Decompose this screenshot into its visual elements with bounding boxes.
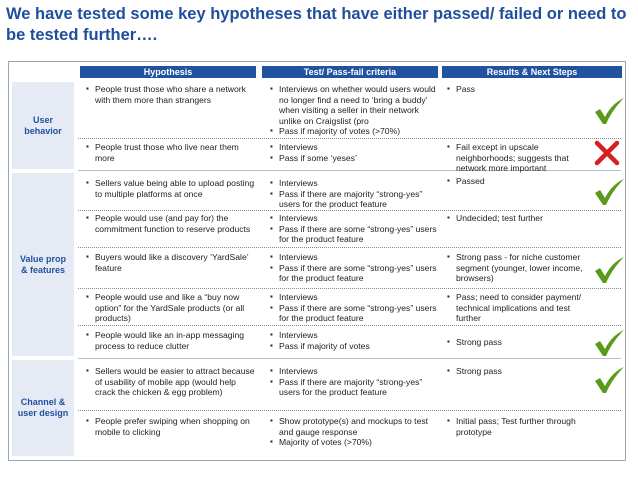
result-cell (447, 292, 587, 324)
result-text: ▪ Strong pass (447, 366, 587, 377)
criteria-item: ▪ Interviews on whether would users would no longer find a need to ‘bring a buddy’ when visiting a seller in their network unlike on Craigslist (pro (270, 84, 440, 126)
column-header-hypothesis: Hypothesis (80, 66, 256, 78)
criteria-item: ▪ Majority of votes (>70%) (270, 437, 440, 448)
row-separator (78, 288, 621, 289)
result-cell (447, 142, 587, 174)
criteria-item: ▪ Interviews (270, 366, 440, 377)
result-cell (447, 84, 587, 95)
check-icon (592, 178, 626, 206)
page-title: We have tested some key hypotheses that have either passed/ failed or need to be tested further…. (6, 5, 627, 44)
category-user-behavior: User behavior (12, 82, 74, 169)
category-value-prop: Value prop & features (12, 173, 74, 356)
table-row (86, 178, 258, 199)
row-separator (78, 247, 621, 248)
criteria-item: ▪ Show prototype(s) and mockups to test and gauge response (270, 416, 440, 437)
result-cell (447, 252, 587, 284)
result-text: ▪ Fail except in upscale neighborhoods; suggests that network more important (447, 142, 587, 174)
result-text: ▪ Pass; need to consider payment/ technical implications and test further (447, 292, 587, 324)
table-row (86, 142, 258, 163)
criteria-item: ▪ Pass if there are some “strong-yes” users for the product feature (270, 263, 440, 284)
check-icon (592, 329, 626, 357)
criteria-cell (270, 292, 440, 324)
hypothesis-text: ▪ Sellers value being able to upload posting to multiple platforms at once (86, 178, 258, 199)
check-icon (592, 366, 626, 394)
result-text: ▪ Pass (447, 84, 587, 95)
row-separator (78, 210, 621, 211)
table-row (86, 366, 258, 398)
cross-icon (594, 140, 620, 166)
criteria-item: ▪ Interviews (270, 292, 440, 303)
result-cell (447, 416, 587, 437)
hypothesis-text: ▪ People would use (and pay for) the commitment function to reserve products (86, 213, 258, 234)
table-row (86, 330, 258, 351)
category-channel: Channel & user design (12, 360, 74, 456)
criteria-cell (270, 366, 440, 398)
hypothesis-text: ▪ People would use and like a “buy now option” for the YardSale products (or all products) (86, 292, 258, 324)
table-row (86, 416, 258, 437)
criteria-cell (270, 213, 440, 245)
result-cell (447, 176, 587, 187)
criteria-item: ▪ Pass if there are some “strong-yes” users for the product feature (270, 224, 440, 245)
result-cell (447, 366, 587, 377)
row-separator (78, 138, 621, 139)
criteria-item: ▪ Pass if majority of votes (270, 341, 440, 352)
criteria-item: ▪ Pass if majority of votes (>70%) (270, 126, 440, 137)
table-row (86, 213, 258, 234)
criteria-cell (270, 178, 440, 210)
criteria-item: ▪ Pass if there are some “strong-yes” users for the product feature (270, 303, 440, 324)
check-icon (592, 97, 626, 125)
hypothesis-text: ▪ Sellers would be easier to attract because of usability of mobile app (would help crack the chicken & egg problem) (86, 366, 258, 398)
hypothesis-text: ▪ People would like an in-app messaging process to reduce clutter (86, 330, 258, 351)
hypothesis-text: ▪ People prefer swiping when shopping on mobile to clicking (86, 416, 258, 437)
column-header-results: Results & Next Steps (442, 66, 622, 78)
criteria-cell (270, 84, 440, 137)
table-row (86, 292, 258, 324)
hypothesis-text: ▪ People trust those who share a network with them more than strangers (86, 84, 258, 105)
result-text: ▪ Undecided; test further (447, 213, 587, 224)
criteria-item: ▪ Pass if there are majority “strong-yes” users for the product feature (270, 189, 440, 210)
hypothesis-text: ▪ Buyers would like a discovery ‘YardSale’ feature (86, 252, 258, 273)
criteria-item: ▪ Interviews (270, 142, 440, 153)
criteria-cell (270, 416, 440, 448)
result-cell (447, 337, 587, 348)
criteria-item: ▪ Pass if some ‘yeses’ (270, 153, 440, 164)
check-icon (592, 256, 626, 284)
criteria-cell (270, 252, 440, 284)
result-text: ▪ Initial pass; Test further through prototype (447, 416, 587, 437)
criteria-cell (270, 142, 440, 163)
criteria-cell (270, 330, 440, 351)
hypothesis-text: ▪ People trust those who live near them more (86, 142, 258, 163)
column-header-criteria: Test/ Pass-fail criteria (262, 66, 438, 78)
result-text: ▪ Strong pass (447, 337, 587, 348)
result-cell (447, 213, 587, 224)
table-row (86, 84, 258, 105)
result-text: ▪ Passed (447, 176, 587, 187)
row-separator (78, 325, 621, 326)
section-separator (78, 358, 621, 359)
criteria-item: ▪ Pass if there are majority “strong-yes” users for the product feature (270, 377, 440, 398)
criteria-item: ▪ Interviews (270, 213, 440, 224)
criteria-item: ▪ Interviews (270, 330, 440, 341)
criteria-item: ▪ Interviews (270, 252, 440, 263)
result-text: ▪ Strong pass - for niche customer segment (younger, lower income, browsers) (447, 252, 587, 284)
row-separator (78, 410, 621, 411)
criteria-item: ▪ Interviews (270, 178, 440, 189)
table-row (86, 252, 258, 273)
